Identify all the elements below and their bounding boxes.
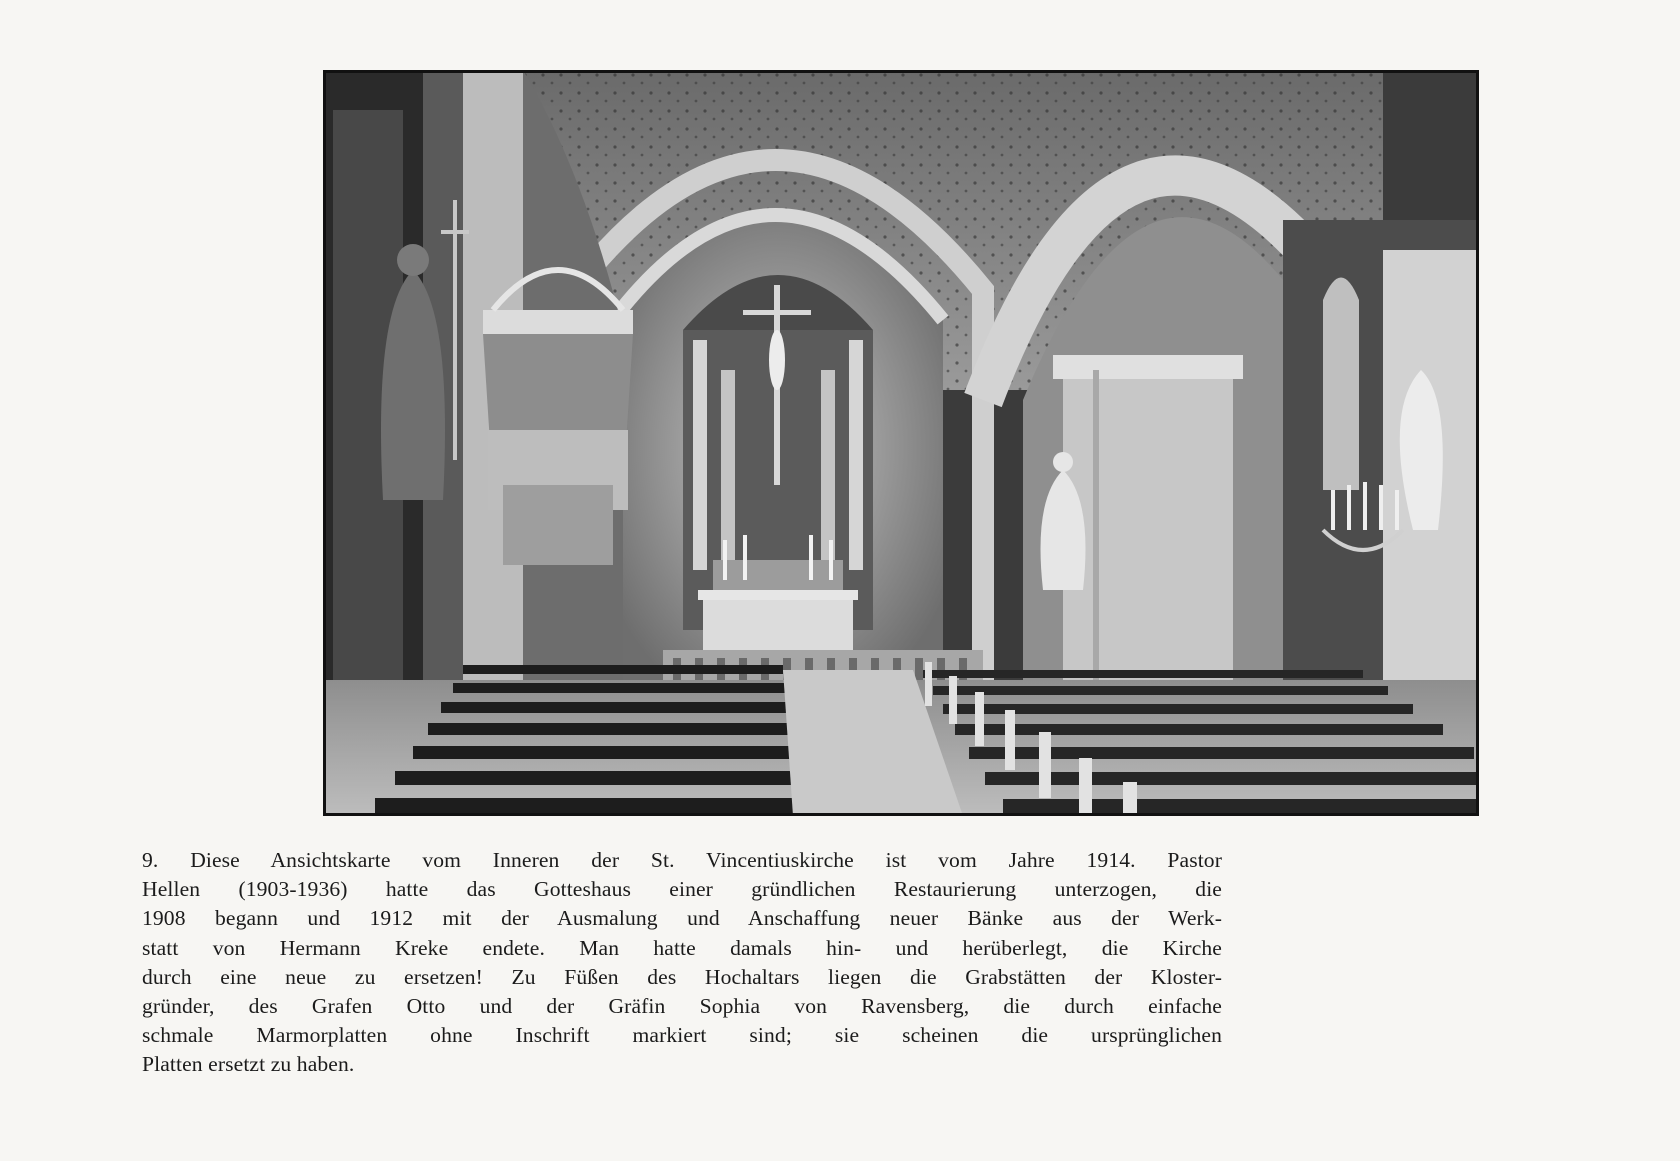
caption-line: statt von Hermann Kreke endete. Man hatte damals hin- und herüberlegt, die Kirche bbox=[142, 935, 1222, 960]
photo-caption bbox=[142, 846, 1222, 1080]
caption-line: 1908 begann und 1912 mit der Ausmalung und Anschaffung neuer Bänke aus der Werk- bbox=[142, 906, 1222, 931]
caption-line: 9. Diese Ansichtskarte vom Inneren der St. Vincentiuskirche ist vom Jahre 1914. Pastor bbox=[142, 848, 1222, 872]
church-interior-illustration bbox=[323, 70, 1479, 816]
caption-line: schmale Marmorplatten ohne Inschrift markiert sind; sie scheinen die ursprünglichen bbox=[142, 1023, 1222, 1048]
caption-line: Platten ersetzt zu haben. bbox=[142, 1052, 355, 1077]
caption-line: Hellen (1903-1936) hatte das Gotteshaus einer gründlichen Restaurierung unterzogen, die bbox=[142, 877, 1222, 902]
church-interior-photo bbox=[323, 70, 1479, 816]
caption-line: durch eine neue zu ersetzen! Zu Füßen des Hochaltars liegen die Grabstätten der Kloster- bbox=[142, 964, 1222, 989]
caption-line: gründer, des Grafen Otto und der Gräfin Sophia von Ravensberg, die durch einfache bbox=[142, 994, 1222, 1019]
